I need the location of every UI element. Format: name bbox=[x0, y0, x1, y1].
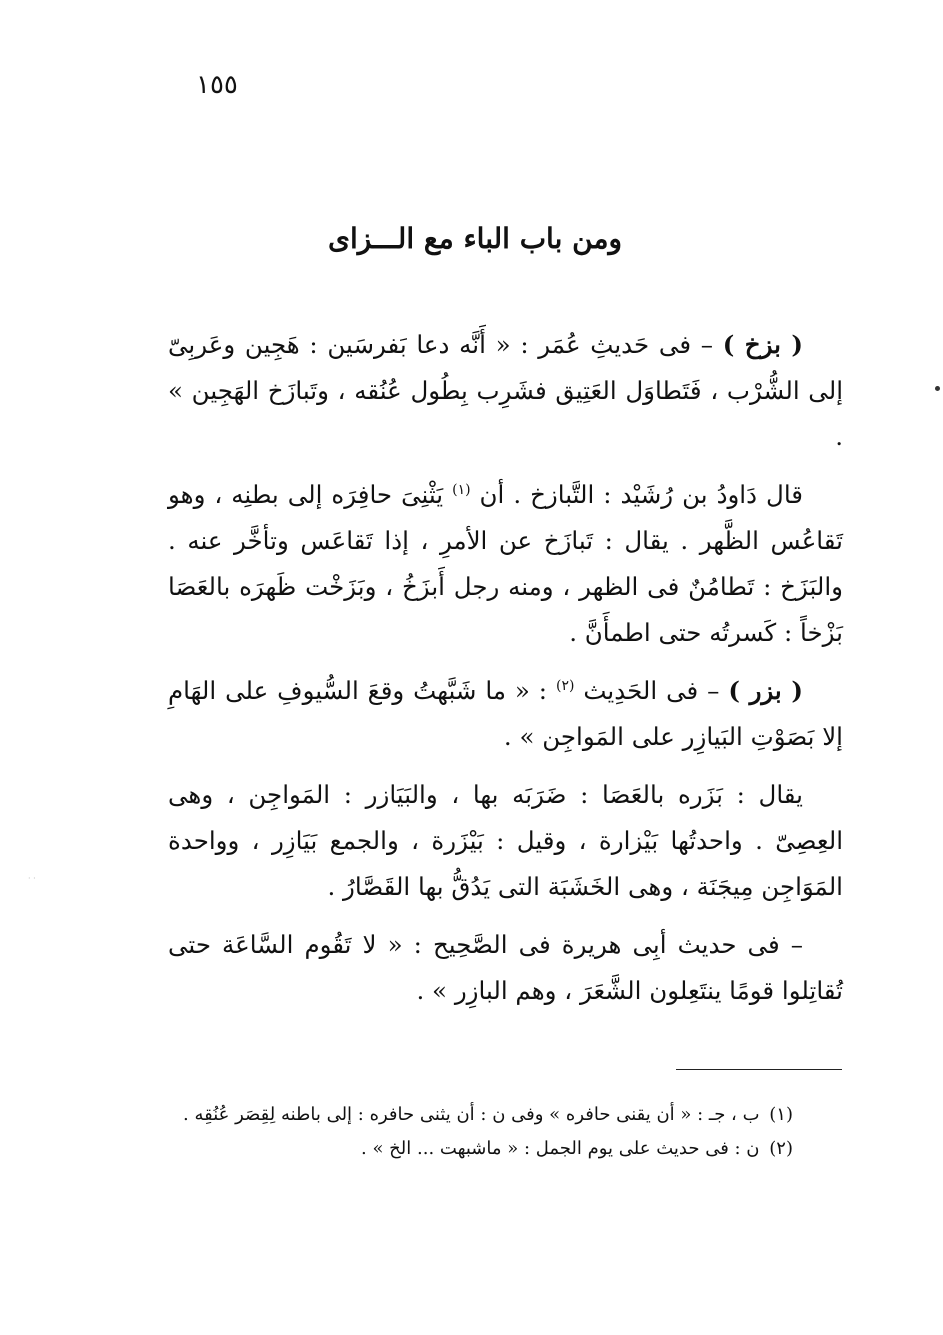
footnote-text: ب ، جـ : « أن يقنى حافره » وفى ن : أن يثنى حافره : إلى باطنه لِقِصَر عُنُقِه . bbox=[183, 1104, 760, 1125]
footnote-ref-2[interactable]: (٢) bbox=[555, 677, 575, 694]
footnotes bbox=[168, 1098, 843, 1166]
footnote-1 bbox=[168, 1098, 843, 1132]
paragraph-text: – فى الحَدِيث bbox=[574, 676, 729, 705]
entry-keyword-bazakh: ( بزخ ) bbox=[722, 330, 803, 359]
paragraph-text: – فى حديث أبِى هريرة فى الصَّحِيح : « لا تَقُوم السَّاعَة حتى تُقاتِلوا قومًا ينتَعِلون الشَّعَرَ ، وهم البازِر » . bbox=[168, 930, 843, 1005]
main-text bbox=[168, 322, 843, 1026]
footnote-text: ن : فى حديث على يوم الجمل : « ماشبهت ... الخ » . bbox=[361, 1138, 760, 1159]
paragraph-text: يَثْنِىَ حافِرَه إلى بطنِه ، وهو تَقاعُس الظَّهر . يقال : تَبازَخ عن الأمرِ ، إذا تَقاعَس وتأخَّر عنه . والبَزَخ : تَطامُنٌ فى الظهر ، ومنه رجل أَبزَخُ ، وبَزَخْت ظَهرَه بالعَصَا بَزْخاً : كَسرتُه حتى اطمأَنَّ . bbox=[168, 480, 843, 647]
footnote-2 bbox=[168, 1132, 843, 1166]
scan-edge-mark bbox=[935, 386, 940, 391]
paragraph-text: – فى حَديثِ عُمَر : « أَنَّه دعا بَفرسَين : هَجِين وعَربِىّ إلى الشُّرْب ، فَتَطاوَل العَتِيق فشَرِب بِطُول عُنُقه ، وتَبازَخ الهَجِين » . bbox=[168, 330, 843, 451]
paragraph-text: يقال : بَزَره بالعَصَا : ضَرَبَه بها ، والبَيَازر : المَواجِن ، وهى العِصِىّ . واحدتُها بَيْزارة ، وقيل : بَيْزَرة ، والجمع بَيَازِر ، وواحدة المَوَاجِن مِيجَنَة ، وهى الخَشَبَة التى يَدُقُّ بها القَصَّارُ . bbox=[168, 780, 843, 901]
page-number: ١٥٥ bbox=[196, 70, 238, 100]
footnote-divider bbox=[676, 1069, 842, 1070]
section-title: ومن باب الباء مع الـــزاى bbox=[328, 222, 622, 255]
footnote-label: (١) bbox=[769, 1104, 793, 1125]
paragraph-bazar bbox=[168, 668, 843, 760]
footnote-ref-1[interactable]: (١) bbox=[452, 481, 471, 498]
scan-speck: · · bbox=[28, 874, 36, 883]
entry-keyword-bazar: ( بزر ) bbox=[728, 676, 804, 705]
footnote-label: (٢) bbox=[769, 1138, 793, 1159]
paragraph-text: : « ما شَبَّهتُ وقعَ السُّيوفِ على الهَامِ إلا بَصَوْتِ البَيازِر على المَواجِن » . bbox=[168, 676, 843, 751]
paragraph-bazakh bbox=[168, 322, 843, 460]
paragraph-yuqal bbox=[168, 772, 843, 910]
paragraph-abu-hurayra bbox=[168, 922, 843, 1014]
paragraph-dawud bbox=[168, 472, 843, 656]
paragraph-text: قال دَاودُ بن رُشَيْد : التَّبازخ . أن bbox=[470, 480, 803, 509]
